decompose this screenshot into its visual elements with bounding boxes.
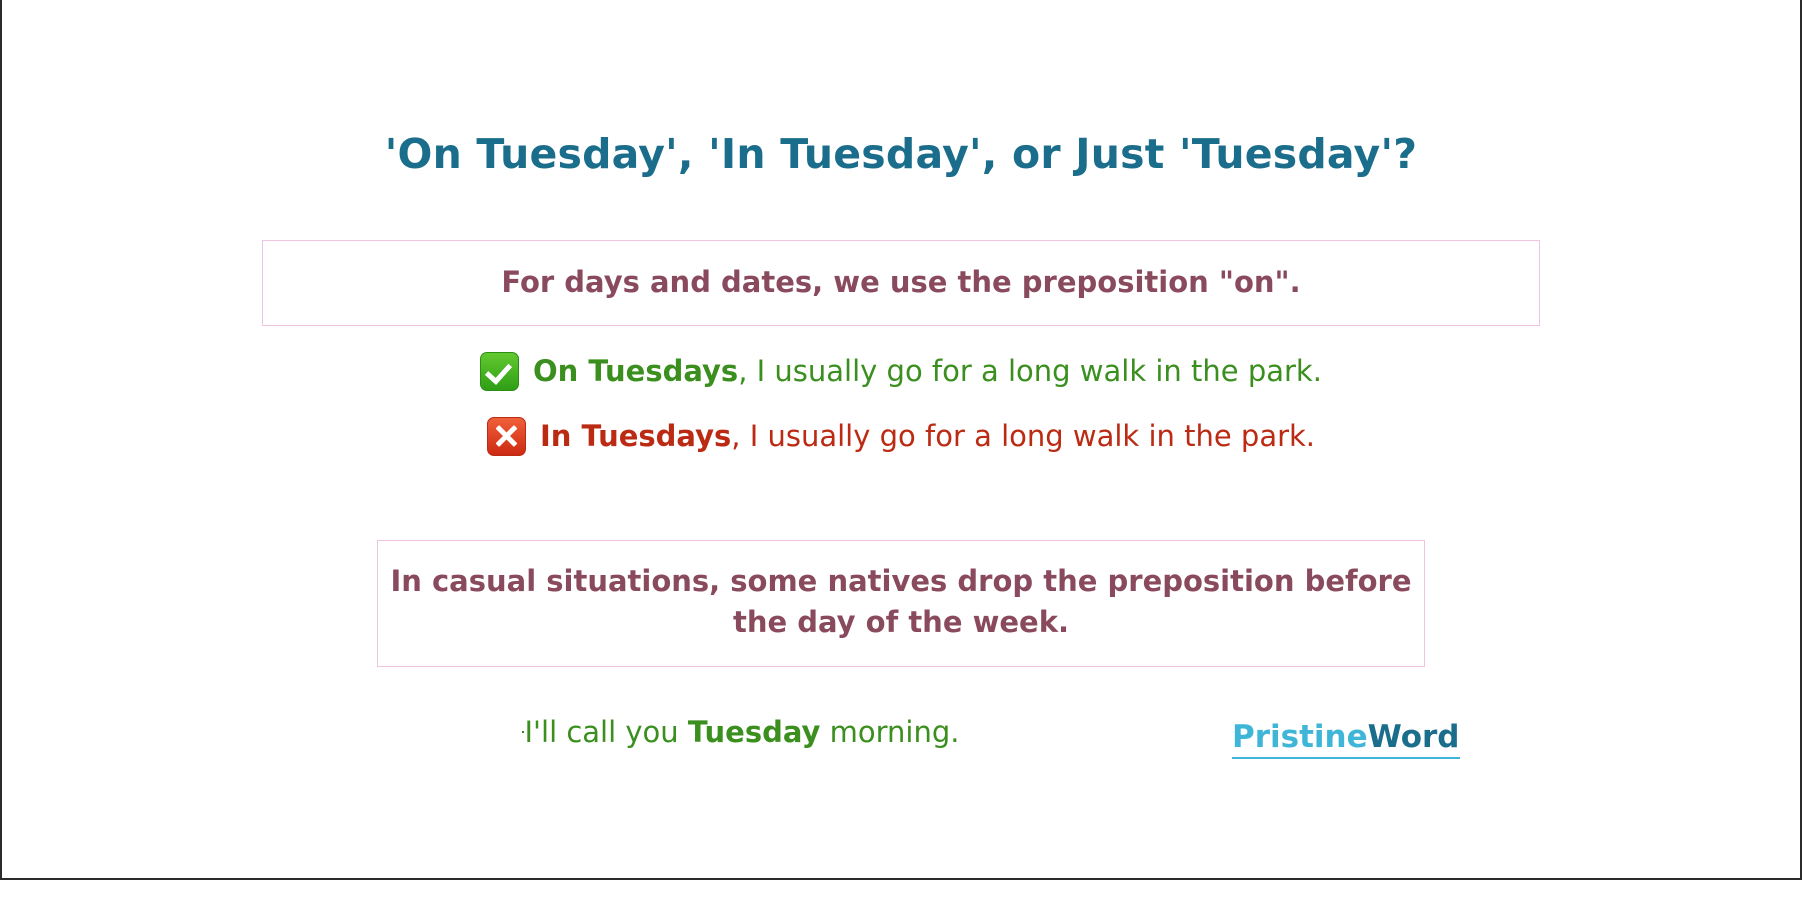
example-bold-phrase: Tuesday [687, 714, 821, 749]
list-item [0, 417, 1802, 456]
red-cross-icon [487, 417, 526, 456]
example-text [540, 419, 1315, 454]
example-list [0, 352, 1802, 456]
brand-name-part-one: Pristine [1232, 718, 1368, 755]
example-text [524, 715, 959, 749]
spacer [0, 482, 1802, 540]
example-bold-phrase: On Tuesdays [533, 354, 739, 389]
example-text [533, 354, 1322, 389]
example-rest-text: , I usually go for a long walk in the park. [731, 419, 1316, 454]
rule-box-secondary: In casual situations, some natives drop the preposition before the day of the week. [377, 540, 1425, 666]
rule-box-primary: For days and dates, we use the preposition "on". [262, 240, 1540, 326]
brand-logo[interactable] [1232, 719, 1460, 759]
list-item [0, 715, 1802, 749]
example-rest-text: , I usually go for a long walk in the park. [738, 354, 1322, 389]
list-item [0, 352, 1802, 391]
page-title: 'On Tuesday', 'In Tuesday', or Just 'Tuesday'? [384, 130, 1418, 178]
example-prefix-text: I'll call you [524, 714, 688, 749]
green-check-icon [480, 352, 519, 391]
example-bold-phrase: In Tuesdays [539, 419, 732, 454]
footer-row [0, 715, 1802, 785]
brand-name-part-two: Word [1367, 718, 1460, 755]
example-rest-text: morning. [820, 714, 960, 749]
bottom-border [0, 878, 1802, 902]
